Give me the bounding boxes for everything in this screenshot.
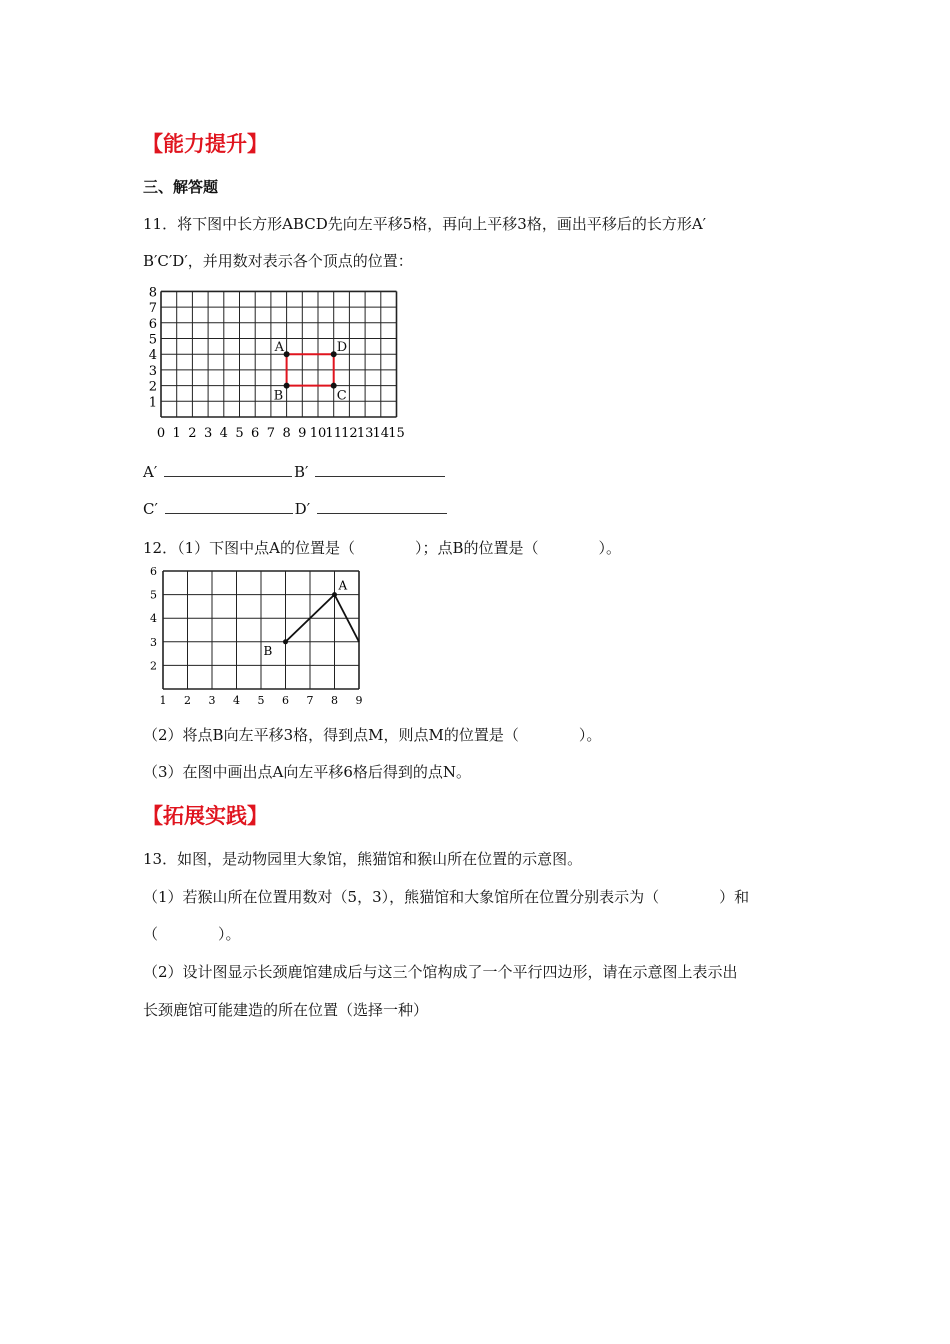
- y-tick-label: 7: [148, 301, 157, 317]
- section-heading-expansion: 【拓展实践】: [142, 804, 268, 828]
- x-tick-label: 4: [219, 426, 228, 441]
- vertex-label-c: C: [336, 388, 347, 404]
- x-tick-label: 5: [235, 426, 244, 441]
- x-tick-label: 11: [325, 426, 342, 441]
- y-tick-label: 5: [148, 332, 157, 348]
- q11-text-line2: B′C′D′，并用数对表示各个顶点的位置：: [143, 252, 413, 270]
- vertex-label-a: A: [274, 340, 284, 356]
- section-heading-ability: 【能力提升】: [142, 132, 268, 156]
- q13-text-line5: 长颈鹿馆可能建造的所在位置（选择一种）: [143, 1001, 429, 1019]
- x-tick-label: 12: [341, 426, 358, 441]
- subheading-answer-questions: 三、解答题: [143, 178, 219, 196]
- answer-label-c-prime: C′: [143, 500, 158, 518]
- y-tick-label: 4: [150, 612, 157, 626]
- q12-text-line1: 12．（1）下图中点A的位置是（ ）；点B的位置是（ ）。: [143, 539, 621, 557]
- x-tick-label: 7: [266, 426, 276, 441]
- point-label-b: B: [263, 643, 273, 658]
- y-tick-label: 8: [148, 285, 157, 301]
- point-dot-a: [332, 592, 337, 597]
- q11-answer-row-1: [143, 462, 447, 481]
- x-tick-label: 8: [282, 426, 291, 441]
- answer-blank-a-prime[interactable]: [164, 462, 292, 477]
- x-tick-label: 4: [233, 694, 240, 706]
- x-tick-label: 13: [356, 426, 374, 441]
- point-label-a: A: [338, 578, 348, 593]
- y-tick-label: 2: [148, 379, 157, 395]
- answer-label-d-prime: D′: [294, 500, 311, 518]
- y-tick-label: 3: [148, 363, 157, 379]
- answer-label-a-prime: A′: [143, 463, 158, 481]
- x-tick-label: 1: [172, 426, 181, 441]
- x-tick-label: 14: [372, 426, 390, 441]
- x-tick-label: 2: [184, 694, 191, 706]
- vertex-label-d: D: [336, 340, 348, 356]
- x-tick-label: 8: [331, 694, 338, 706]
- q12-text-line2: （2）将点B向左平移3格，得到点M，则点M的位置是（ ）。: [143, 726, 602, 744]
- q11-answer-row-2: [143, 499, 449, 518]
- answer-blank-d-prime[interactable]: [317, 499, 447, 514]
- x-tick-label: 3: [208, 694, 216, 706]
- x-tick-label: 1: [159, 694, 167, 706]
- q13-text-line1: 13．如图，是动物园里大象馆，熊猫馆和猴山所在位置的示意图。: [143, 850, 583, 868]
- answer-blank-b-prime[interactable]: [315, 462, 445, 477]
- x-tick-label: 6: [282, 694, 289, 706]
- vertex-label-b: B: [273, 388, 284, 404]
- y-tick-label: 2: [150, 659, 157, 673]
- x-tick-label: 2: [188, 426, 197, 441]
- x-tick-label: 9: [298, 426, 307, 441]
- q13-text-line4: （2）设计图显示长颈鹿馆建成后与这三个馆构成了一个平行四边形，请在示意图上表示出: [143, 963, 738, 981]
- x-tick-label: 3: [203, 426, 213, 441]
- q13-text-line2: （1）若猴山所在位置用数对（5，3），熊猫馆和大象馆所在位置分别表示为（ ）和: [143, 888, 750, 906]
- x-tick-label: 10: [309, 426, 327, 441]
- q11-text-line1: 11．将下图中长方形ABCD先向左平移5格，再向上平移3格，画出平移后的长方形A′: [143, 215, 707, 233]
- y-tick-label: 1: [148, 395, 157, 411]
- q12-grid-figure: [140, 566, 380, 706]
- x-tick-label: 15: [388, 426, 405, 441]
- point-dot-b: [283, 639, 288, 644]
- q13-text-line3: （ ）。: [143, 925, 241, 943]
- x-tick-label: 5: [257, 694, 265, 706]
- y-tick-label: 4: [148, 348, 157, 364]
- y-tick-label: 3: [150, 635, 157, 649]
- vertex-dot-b: [284, 383, 290, 389]
- answer-blank-c-prime[interactable]: [165, 499, 293, 514]
- vertex-dot-a: [284, 351, 290, 357]
- x-tick-label: 9: [355, 694, 363, 706]
- y-tick-label: 6: [148, 316, 157, 332]
- q11-grid-figure: [140, 284, 420, 444]
- y-tick-label: 5: [150, 588, 157, 602]
- x-tick-label: 0: [156, 426, 166, 441]
- q12-text-line3: （3）在图中画出点A向左平移6格后得到的点N。: [143, 763, 472, 781]
- x-tick-label: 6: [251, 426, 260, 441]
- y-tick-label: 6: [150, 566, 157, 578]
- answer-label-b-prime: B′: [294, 463, 309, 481]
- x-tick-label: 7: [306, 694, 314, 706]
